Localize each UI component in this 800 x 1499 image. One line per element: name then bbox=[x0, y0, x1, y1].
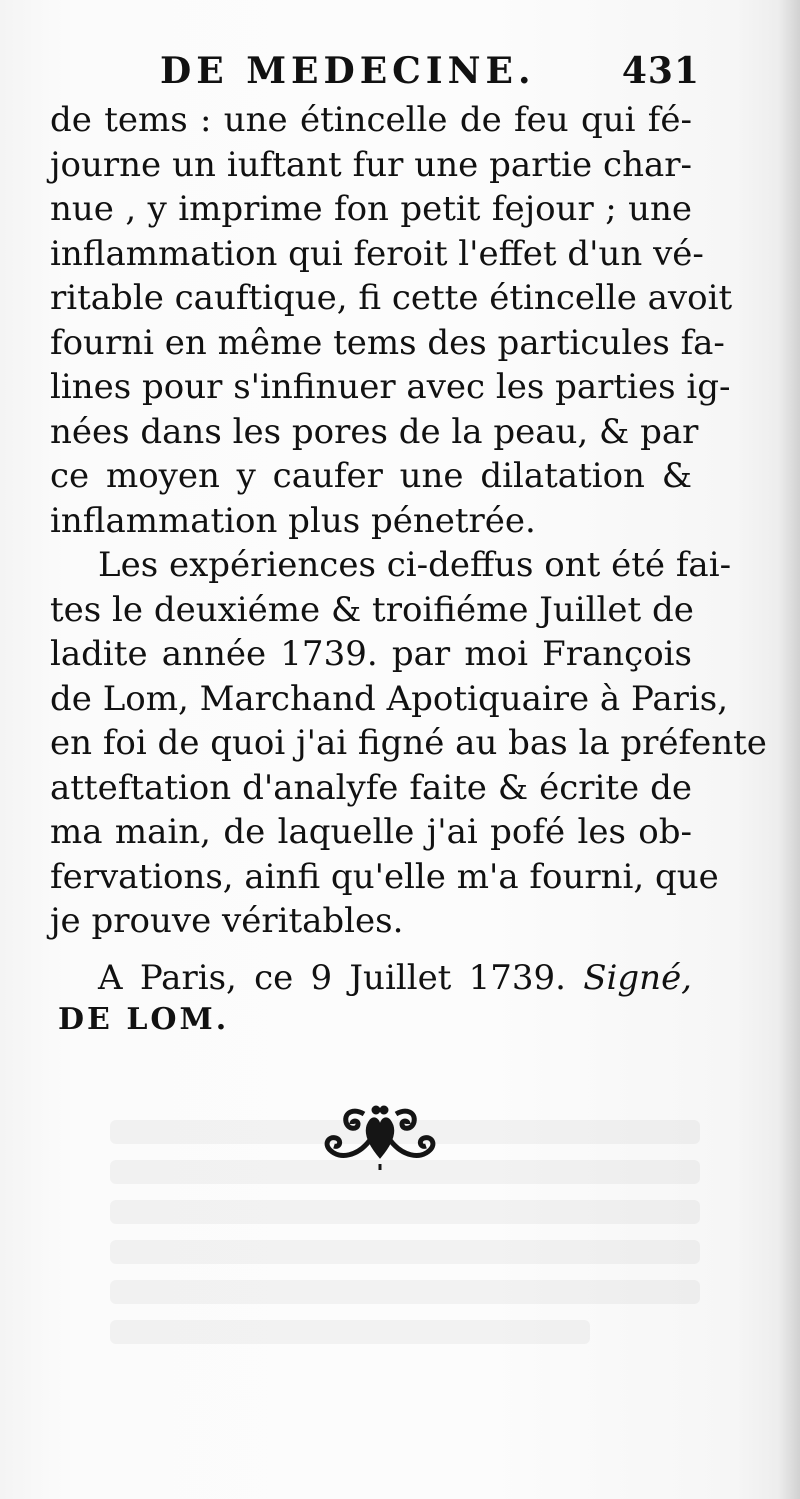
text-line: journe un iuftant fur une partie char- bbox=[50, 144, 692, 185]
body-text bbox=[50, 98, 767, 944]
show-through-bleed bbox=[110, 1200, 700, 1224]
text-line: fervations, ainfi qu'elle m'a fourni, que bbox=[50, 856, 719, 897]
text-line: ritable cauftique, fi cette étincelle avoit bbox=[50, 278, 733, 318]
text-line: tes le deuxiéme & troifiéme Juillet de bbox=[50, 589, 694, 630]
show-through-bleed bbox=[110, 1240, 700, 1264]
text-line: de tems : une étincelle de feu qui fé- bbox=[50, 100, 692, 140]
place-date: A Paris, ce 9 Juillet 1739. bbox=[98, 958, 566, 998]
running-title: DE MEDECINE. bbox=[160, 50, 536, 92]
text-line: fourni en même tems des particules fa- bbox=[50, 322, 725, 363]
fleuron-ornament-icon bbox=[318, 1100, 442, 1172]
text-line: nue , y imprime fon petit fejour ; une bbox=[50, 189, 692, 229]
text-line: ma main, de laquelle j'ai pofé les ob- bbox=[50, 812, 692, 852]
text-line: inflammation qui feroit l'effet d'un vé- bbox=[50, 233, 704, 274]
text-line: inflammation plus pénetrée. bbox=[50, 500, 536, 541]
text-line: de Lom, Marchand Apotiquaire à Paris, bbox=[50, 678, 729, 719]
show-through-bleed bbox=[110, 1280, 700, 1304]
text-line: ladite année 1739. par moi François bbox=[50, 634, 692, 674]
text-line: atteftation d'analyfe faite & écrite de bbox=[50, 767, 692, 808]
signed-label: Signé, bbox=[583, 958, 692, 998]
page-number: 431 bbox=[621, 50, 700, 92]
running-header bbox=[160, 50, 700, 100]
text-line: ce moyen y caufer une dilatation & bbox=[50, 456, 692, 496]
text-line: je prouve véritables. bbox=[50, 901, 404, 941]
page-edge-shadow bbox=[778, 0, 800, 1499]
signatory: DE LOM. bbox=[58, 1002, 230, 1037]
text-line: lines pour s'infinuer avec les parties ig- bbox=[50, 367, 731, 407]
text-line: en foi de quoi j'ai figné au bas la préfente bbox=[50, 723, 767, 763]
place-date-line bbox=[98, 956, 692, 1001]
paragraph-start-line: Les expériences ci-deffus ont été fai- bbox=[98, 545, 732, 585]
text-line: nées dans les pores de la peau, & par bbox=[50, 411, 699, 452]
show-through-bleed bbox=[110, 1320, 590, 1344]
